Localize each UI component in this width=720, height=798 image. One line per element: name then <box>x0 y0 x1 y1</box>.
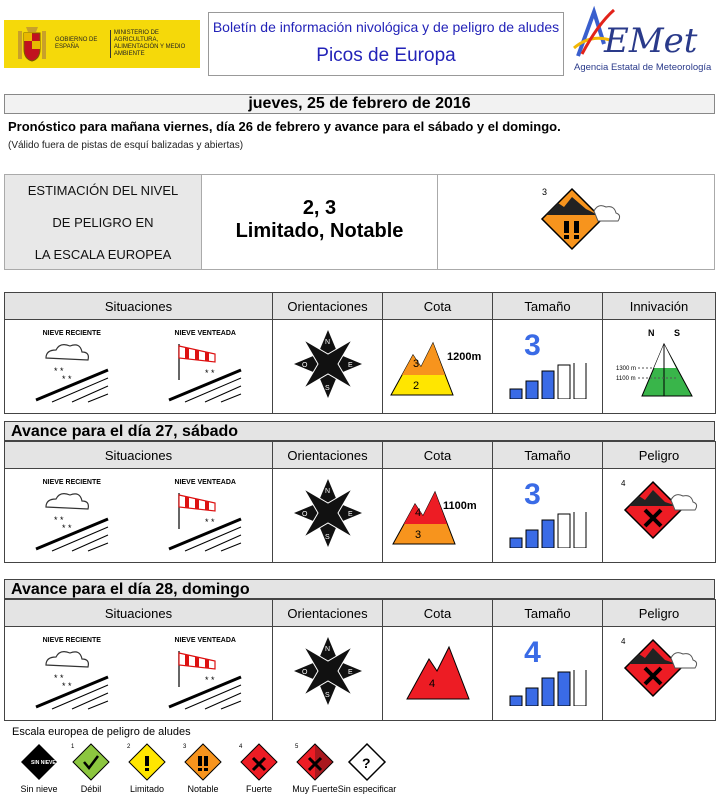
level-estimation-label <box>4 174 202 270</box>
header-peligro: Peligro <box>603 600 716 627</box>
legend-label: Notable <box>187 784 219 794</box>
svg-text:SIN NIEVE: SIN NIEVE <box>31 760 56 766</box>
svg-text:O: O <box>301 362 307 369</box>
coat-of-arms-icon <box>10 24 53 64</box>
danger-level-icon-cell <box>438 174 715 270</box>
danger-level-numbers: 2, 3 <box>302 197 337 219</box>
header-orientaciones: Orientaciones <box>273 442 383 469</box>
fresh-snow-label: NIEVE RECIENTE <box>42 478 101 486</box>
danger-level-3-icon <box>183 742 223 782</box>
svg-text:S: S <box>324 534 330 541</box>
compass-rose-icon <box>292 477 364 549</box>
bulletin-title: Boletín de información nivológica y de peligro de aludes <box>212 19 560 35</box>
fresh-snow-label: NIEVE RECIENTE <box>42 636 101 644</box>
danger-scale-legend <box>4 722 715 796</box>
svg-text:4: 4 <box>415 506 422 519</box>
svg-text:EMet: EMet <box>604 21 698 61</box>
danger-level-value <box>202 174 438 270</box>
header-tamano: Tamaño <box>493 600 603 627</box>
svg-text:* *: * * <box>205 367 215 378</box>
danger-level-4-icon <box>239 742 279 782</box>
fresh-snow-icon <box>32 330 112 404</box>
wind-snow-situation <box>165 637 245 711</box>
ministry-text: MINISTERIO DE AGRICULTURA, ALIMENTACIÓN Y MEDIO AMBIENTE <box>110 30 200 58</box>
header-situaciones: Situaciones <box>5 442 273 469</box>
header-situaciones: Situaciones <box>5 293 273 320</box>
fresh-snow-label: NIEVE RECIENTE <box>42 329 101 337</box>
level-label-line2: DE PELIGRO EN <box>52 215 154 230</box>
svg-text:3: 3 <box>542 187 548 197</box>
legend-item-debil <box>66 742 116 794</box>
svg-text:E: E <box>347 511 353 518</box>
svg-text:* *: * * <box>61 680 72 691</box>
legend-label: Débil <box>80 784 102 794</box>
avalanche-size-number: 4 <box>524 636 541 669</box>
day3-table <box>4 599 716 721</box>
windsock-icon <box>165 330 245 404</box>
validity-note: (Válido fuera de pistas de esquí balizadas y abiertas) <box>8 140 244 151</box>
svg-text:* *: * * <box>205 516 215 527</box>
legend-item-notable <box>178 742 228 794</box>
altitude-threshold: 1100m <box>443 499 477 512</box>
size-cell <box>493 627 603 721</box>
svg-text:* *: * * <box>61 522 72 533</box>
altitude-mountain-icon <box>405 641 471 701</box>
svg-text:* *: * * <box>61 373 72 384</box>
compass-rose-icon <box>292 328 364 400</box>
orientations-cell <box>273 627 383 721</box>
compass-rose-icon <box>292 635 364 707</box>
svg-text:S: S <box>324 692 330 699</box>
innivation-mountain-icon <box>614 324 704 404</box>
svg-text:N: N <box>324 488 330 495</box>
innivation-cell <box>603 320 716 414</box>
wind-snow-situation <box>165 479 245 553</box>
header-peligro: Peligro <box>603 442 716 469</box>
svg-text:O: O <box>301 669 307 676</box>
situations-cell <box>5 469 273 563</box>
avalanche-size-number: 3 <box>524 329 541 362</box>
aemet-subtitle: Agencia Estatal de Meteorología <box>574 62 712 73</box>
legend-label: Muy Fuerte <box>292 784 338 794</box>
aemet-logo-graphic <box>570 4 718 62</box>
svg-text:3: 3 <box>413 357 420 370</box>
svg-text:2: 2 <box>127 744 131 750</box>
day2-title: Avance para el día 27, sábado <box>4 421 715 441</box>
legend-item-limitado <box>122 742 172 794</box>
svg-text:S: S <box>674 328 681 338</box>
svg-text:E: E <box>347 362 353 369</box>
header-cota: Cota <box>383 600 493 627</box>
altitude-mountain-icon <box>391 486 457 546</box>
svg-text:1100 m: 1100 m <box>616 376 636 382</box>
danger-cell <box>603 627 716 721</box>
legend-label: Limitado <box>129 784 165 794</box>
situations-cell <box>5 320 273 414</box>
header-orientaciones: Orientaciones <box>273 293 383 320</box>
header-situaciones: Situaciones <box>5 600 273 627</box>
level-label-line1: ESTIMACIÓN DEL NIVEL <box>27 183 179 198</box>
bulletin-title-box <box>208 12 564 76</box>
danger-level-4-icon <box>619 634 699 708</box>
altitude-cell <box>383 469 493 563</box>
svg-text:* *: * * <box>53 514 64 525</box>
svg-text:* *: * * <box>53 365 64 376</box>
svg-text:* *: * * <box>205 674 215 685</box>
size-cell <box>493 320 603 414</box>
header-tamano: Tamaño <box>493 442 603 469</box>
danger-level-3-icon <box>536 183 626 259</box>
legend-item-fuerte <box>234 742 284 794</box>
svg-text:O: O <box>301 511 307 518</box>
windsock-icon <box>165 479 245 553</box>
legend-title: Escala europea de peligro de aludes <box>12 726 191 738</box>
svg-text:* *: * * <box>53 672 64 683</box>
wind-snow-label: NIEVE VENTEADA <box>174 329 236 337</box>
danger-level-2-icon <box>127 742 167 782</box>
aemet-logo <box>570 4 718 76</box>
legend-item-sin-nieve <box>14 742 64 794</box>
svg-text:?: ? <box>362 755 371 771</box>
level-label-line3: LA ESCALA EUROPEA <box>34 247 172 262</box>
legend-item-muy-fuerte <box>290 742 340 794</box>
svg-text:E: E <box>347 669 353 676</box>
altitude-mountain-icon <box>389 337 455 397</box>
no-snow-icon <box>19 742 59 782</box>
svg-text:4: 4 <box>621 637 626 646</box>
fresh-snow-icon <box>32 637 112 711</box>
svg-text:N: N <box>648 328 655 338</box>
region-title: Picos de Europa <box>316 45 456 66</box>
header-innivacion: Innivación <box>603 293 716 320</box>
day1-table <box>4 292 716 414</box>
fresh-snow-situation <box>32 330 112 404</box>
orientations-cell <box>273 469 383 563</box>
fresh-snow-situation <box>32 637 112 711</box>
unspecified-icon <box>347 742 387 782</box>
header-cota: Cota <box>383 442 493 469</box>
header-cota: Cota <box>383 293 493 320</box>
day3-title: Avance para el día 28, domingo <box>4 579 715 599</box>
svg-text:1: 1 <box>71 744 75 750</box>
danger-level-1-icon <box>71 742 111 782</box>
day2-table <box>4 441 716 563</box>
svg-text:S: S <box>324 385 330 392</box>
svg-text:3: 3 <box>415 528 422 541</box>
government-logo <box>4 20 200 68</box>
legend-label: Fuerte <box>245 784 272 794</box>
fresh-snow-situation <box>32 479 112 553</box>
avalanche-size-number: 3 <box>524 478 541 511</box>
size-bars-icon <box>508 670 588 706</box>
svg-text:2: 2 <box>413 379 420 392</box>
legend-label: Sin nieve <box>20 784 58 794</box>
altitude-threshold: 1200m <box>447 350 482 363</box>
svg-text:4: 4 <box>239 744 243 750</box>
header-tamano: Tamaño <box>493 293 603 320</box>
svg-text:4: 4 <box>428 678 435 690</box>
orientations-cell <box>273 320 383 414</box>
svg-text:1300 m: 1300 m <box>616 366 637 372</box>
svg-text:N: N <box>324 339 330 346</box>
danger-level-5-icon <box>295 742 335 782</box>
wind-snow-label: NIEVE VENTEADA <box>174 478 236 486</box>
wind-snow-label: NIEVE VENTEADA <box>174 636 236 644</box>
windsock-icon <box>165 637 245 711</box>
forecast-text: Pronóstico para mañana viernes, día 26 de febrero y avance para el sábado y el domingo. <box>8 119 561 134</box>
svg-text:4: 4 <box>621 479 626 488</box>
legend-label: Sin especificar <box>337 784 397 794</box>
danger-level-labels: Limitado, Notable <box>235 220 404 242</box>
danger-cell <box>603 469 716 563</box>
fresh-snow-icon <box>32 479 112 553</box>
legend-item-sin-especificar <box>337 742 397 794</box>
header-orientaciones: Orientaciones <box>273 600 383 627</box>
svg-text:3: 3 <box>183 744 187 750</box>
svg-text:N: N <box>324 646 330 653</box>
government-text: GOBIERNO DE ESPAÑA <box>55 37 98 50</box>
altitude-cell <box>383 320 493 414</box>
bulletin-date: jueves, 25 de febrero de 2016 <box>4 94 715 114</box>
danger-level-4-icon <box>619 476 699 550</box>
wind-snow-situation <box>165 330 245 404</box>
svg-text:5: 5 <box>295 744 299 750</box>
situations-cell <box>5 627 273 721</box>
size-bars-icon <box>508 363 588 399</box>
size-cell <box>493 469 603 563</box>
size-bars-icon <box>508 512 588 548</box>
